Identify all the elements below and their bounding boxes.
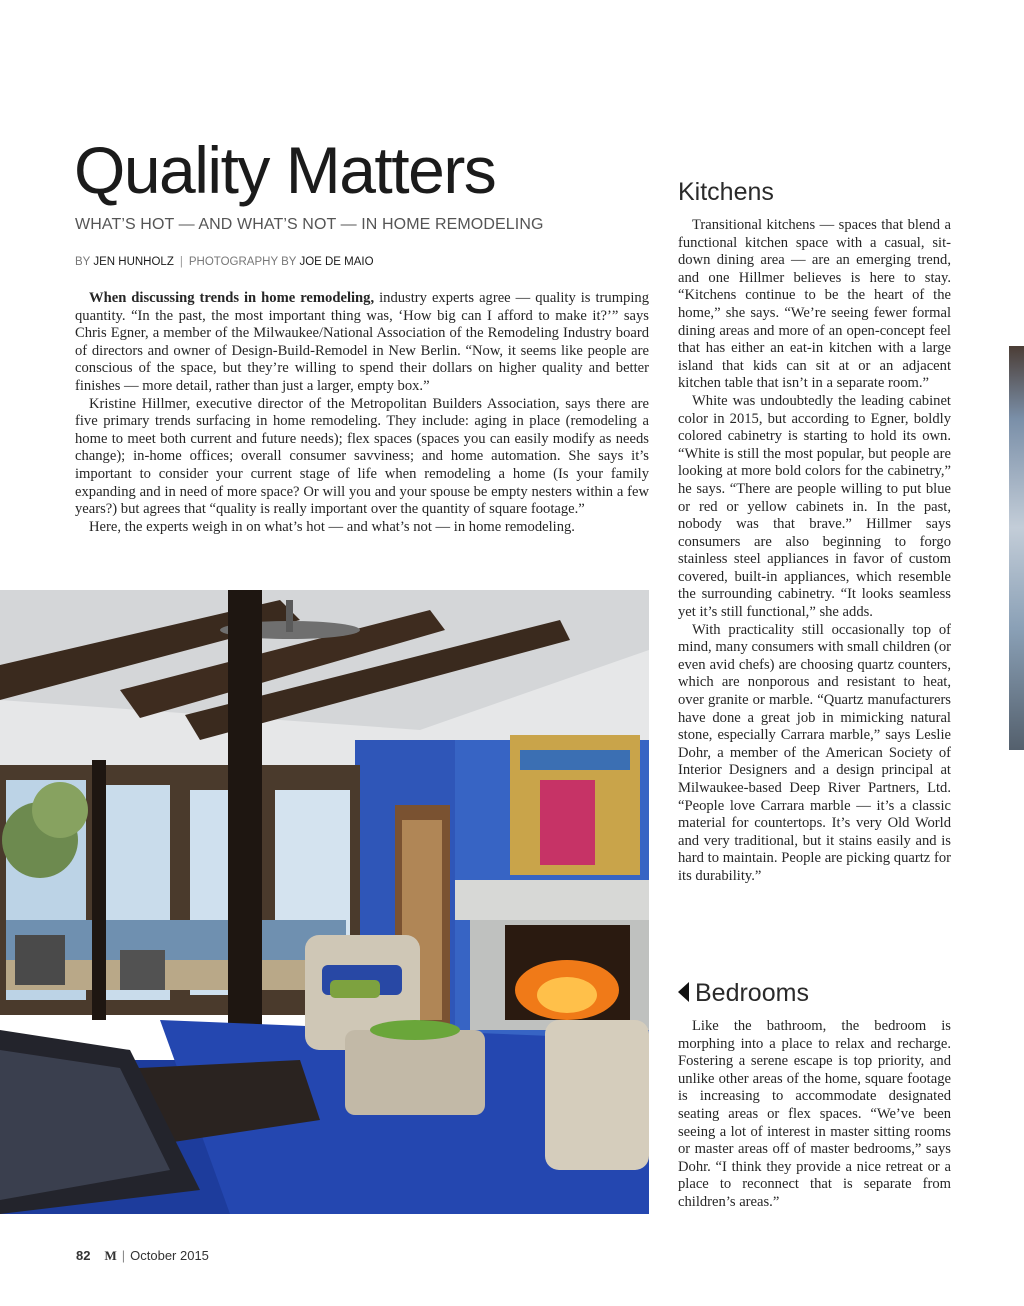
intro-text [75, 290, 649, 536]
intro-paragraph-3: Here, the experts weigh in on what’s hot — and what’s not — in home remodeling. [89, 518, 575, 535]
footer-separator: | [121, 1248, 126, 1263]
magazine-logo: M [104, 1248, 117, 1263]
intro-paragraph-2: Kristine Hillmer, executive director of the Metropolitan Builders Association, says there are five primary trends surfacing in home remodeling. They include: aging in place (remodeling a home to meet both current and future needs); flex spaces (spaces you can easily modify as needs change); in-home offices; overall consumer savviness; and home automation. She says it’s important to consider your current stage of life when remodeling a home (Is your family expanding and in need of more space? Or will you and your spouse be empty nesters within a few years?) but agrees that “quality is really important over the quantity of square footage.” [75, 395, 649, 518]
left-arrow-icon [678, 982, 689, 1002]
kitchens-paragraph-3: With practicality still occasionally top of mind, many consumers with small children (or even avid chefs) are choosing quartz counters, which are nonporous and resistant to heat, over granite or marble. “Quartz manufacturers have done a great job in mimicking natural stone, especially Carrara marble,” says Leslie Dohr, a member of the American Society of Interior Designers and a design principal at Milwaukee-based Deep River Partners, Ltd. “People love Carrara marble — it’s a classic material for countertops. It’s very Old World and very traditional, but it stains easily and is hard to maintain. People are picking quartz for its durability.” [678, 621, 951, 884]
kitchens-text [678, 217, 951, 886]
bedrooms-paragraph-1: Like the bathroom, the bedroom is morphing into a place to relax and recharge. Fostering a serene escape is top priority, and unlike other areas of the home, square footage is increasing to accommodate designated seating areas or flex spaces. “We’ve been seeing a lot of interest in master sitting rooms or master areas off of master bedrooms,” says Dohr. “I think they provide a nice retreat or a place to reconnect that is separate from children’s areas.” [678, 1018, 951, 1210]
photo-credit-label: PHOTOGRAPHY BY [188, 256, 297, 268]
byline [75, 256, 374, 268]
byline-separator: | [179, 256, 183, 268]
bedrooms-text [678, 1018, 951, 1212]
byline-by-label: BY [75, 256, 91, 268]
intro-paragraph-1-rest: industry experts agree — quality is trumping quantity. “In the past, the most important thing was, ‘How big can I afford to make it?’” says Chris Egner, a member of the Milwaukee/National Association of the Remodeling Industry board of directors and owner of Design-Build-Remodel in New Berlin. “Now, it seems like people are conscious of the space, but they’re willing to spend their dollars on higher quality and better finishes — more detail, rather than just a larger, empty box.” [75, 290, 649, 394]
kitchens-paragraph-2: White was undoubtedly the leading cabinet color in 2015, but according to Egner, boldly colored cabinetry is starting to hold its own. “White is still the most popular, but people are looking at more bold colors for the cabinetry,” he says. “There are people willing to put blue or red or yellow cabinets in. In the past, nobody was that brave.” Hillmer says consumers are also beginning to forgo stainless steel appliances in favor of custom covered, built-in appliances, which resemble the surrounding cabinetry. “It looks seamless yet it’s still functional,” she adds. [678, 392, 951, 621]
article-title: Quality Matters [74, 133, 496, 207]
bedrooms-heading-label: Bedrooms [695, 979, 809, 1007]
intro-lead: When discussing trends in home remodeling, [89, 290, 375, 306]
facing-page-photo-edge [1009, 346, 1024, 750]
issue-date: October 2015 [130, 1248, 209, 1263]
page-footer [76, 1248, 209, 1264]
author-name: JEN HUNHOLZ [93, 256, 174, 268]
article-subtitle: WHAT’S HOT — AND WHAT’S NOT — IN HOME REMODELING [75, 216, 544, 233]
page-number: 82 [76, 1248, 91, 1263]
intro-paragraph-1 [75, 290, 649, 396]
bedrooms-heading [678, 979, 809, 1008]
kitchens-heading: Kitchens [678, 178, 774, 206]
photographer-name: JOE DE MAIO [299, 256, 374, 268]
bedroom-photo [0, 590, 649, 1214]
kitchens-paragraph-1: Transitional kitchens — spaces that blend a functional kitchen space with a casual, sit-down dining area — are an emerging trend, and one Hillmer believes is here to stay. “Kitchens continue to be the heart of the home,” she says. “We’re seeing fewer formal dining areas and more of an open-concept feel that has either an eat-in kitchen with a large island that kids can sit at or an adjacent kitchen table that isn’t in a separate room.” [678, 217, 951, 392]
